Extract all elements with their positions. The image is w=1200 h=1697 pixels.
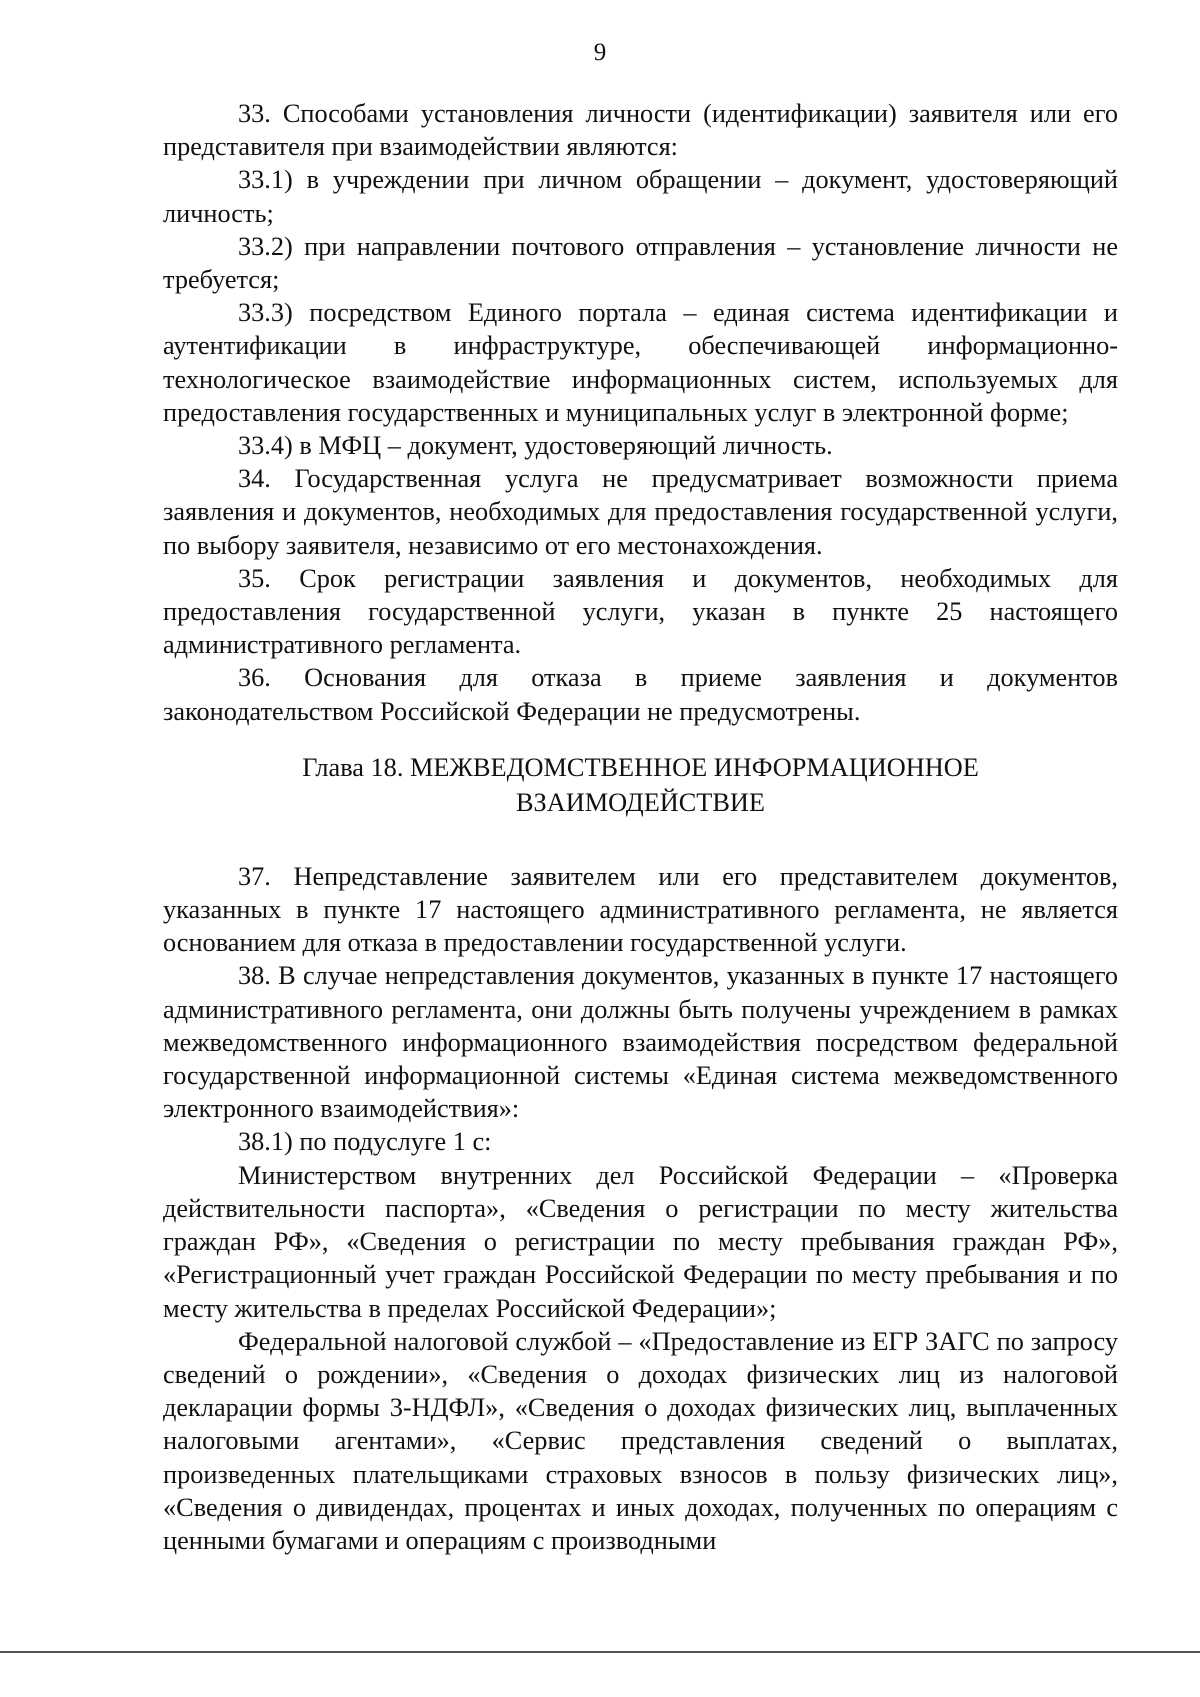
paragraph-33-2: 33.2) при направлении почтового отправления – установление личности не требуется; — [163, 231, 1118, 295]
page-number: 9 — [593, 39, 607, 66]
paragraph-38-1: 38.1) по подуслуге 1 с: — [238, 1127, 492, 1157]
paragraph-35: 35. Срок регистрации заявления и документов, необходимых для предоставления государственной услуги, указан в пункте 25 настоящего административного регламента. — [163, 563, 1118, 660]
chapter-title-line-2: ВЗАИМОДЕЙСТВИЕ — [516, 787, 765, 817]
document-body — [163, 97, 1118, 1557]
paragraph-33-3: 33.3) посредством Единого портала – единая система идентификации и аутентификации в инфраструктуре, обеспечивающей информационно-технологическое взаимодействие информационных систем, используемых для предоставления государственных и муниципальных услуг в электронной форме; — [163, 298, 1118, 427]
paragraph-38: 38. В случае непредставления документов, указанных в пункте 17 настоящего административного регламента, они должны быть получены учреждением в рамках межведомственного информационного взаимодействия посредством федеральной государственной информационной системы «Единая система межведомственного электронного взаимодействия»: — [163, 961, 1118, 1124]
paragraph-33-4: 33.4) в МФЦ – документ, удостоверяющий личность. — [238, 431, 833, 461]
paragraph-34: 34. Государственная услуга не предусматривает возможности приема заявления и документов, необходимых для предоставления государственной услуги, по выбору заявителя, независимо от его местонахождения. — [163, 464, 1118, 560]
scan-edge-line — [0, 1651, 1200, 1653]
paragraph-fns: Федеральной налоговой службой – «Предоставление из ЕГР ЗАГС по запросу сведений о рождении», «Сведения о доходах физических лиц из налоговой декларации формы 3-НДФЛ», «Сведения о доходах физических лиц, выплаченных налоговыми агентами», «Сервис представления сведений о выплатах, произведенных плательщиками страховых взносов в пользу физических лиц», «Сведения о дивидендах, процентах и иных доходах, полученных по операциям с ценными бумагами и операциям с производными — [163, 1326, 1118, 1555]
paragraph-mvd: Министерством внутренних дел Российской Федерации – «Проверка действительности паспорта», «Сведения о регистрации по месту жительства граждан РФ», «Сведения о регистрации по месту пребывания граждан РФ», «Регистрационный учет граждан Российской Федерации по месту пребывания и по месту жительства в пределах Российской Федерации»; — [163, 1160, 1118, 1323]
paragraph-36: 36. Основания для отказа в приеме заявления и документов законодательством Российской Федерации не предусмотрены. — [163, 663, 1118, 726]
chapter-title-line-1: Глава 18. МЕЖВЕДОМСТВЕННОЕ ИНФОРМАЦИОННОЕ — [302, 752, 979, 782]
paragraph-33: 33. Способами установления личности (идентификации) заявителя или его представителя при взаимодействии являются: — [163, 99, 1118, 162]
paragraph-37: 37. Непредставление заявителем или его представителем документов, указанных в пункте 17 настоящего административного регламента, не является основанием для отказа в предоставлении государственной услуги. — [163, 861, 1118, 958]
paragraph-33-1: 33.1) в учреждении при личном обращении – документ, удостоверяющий личность; — [163, 165, 1118, 228]
chapter-title — [163, 750, 1118, 820]
